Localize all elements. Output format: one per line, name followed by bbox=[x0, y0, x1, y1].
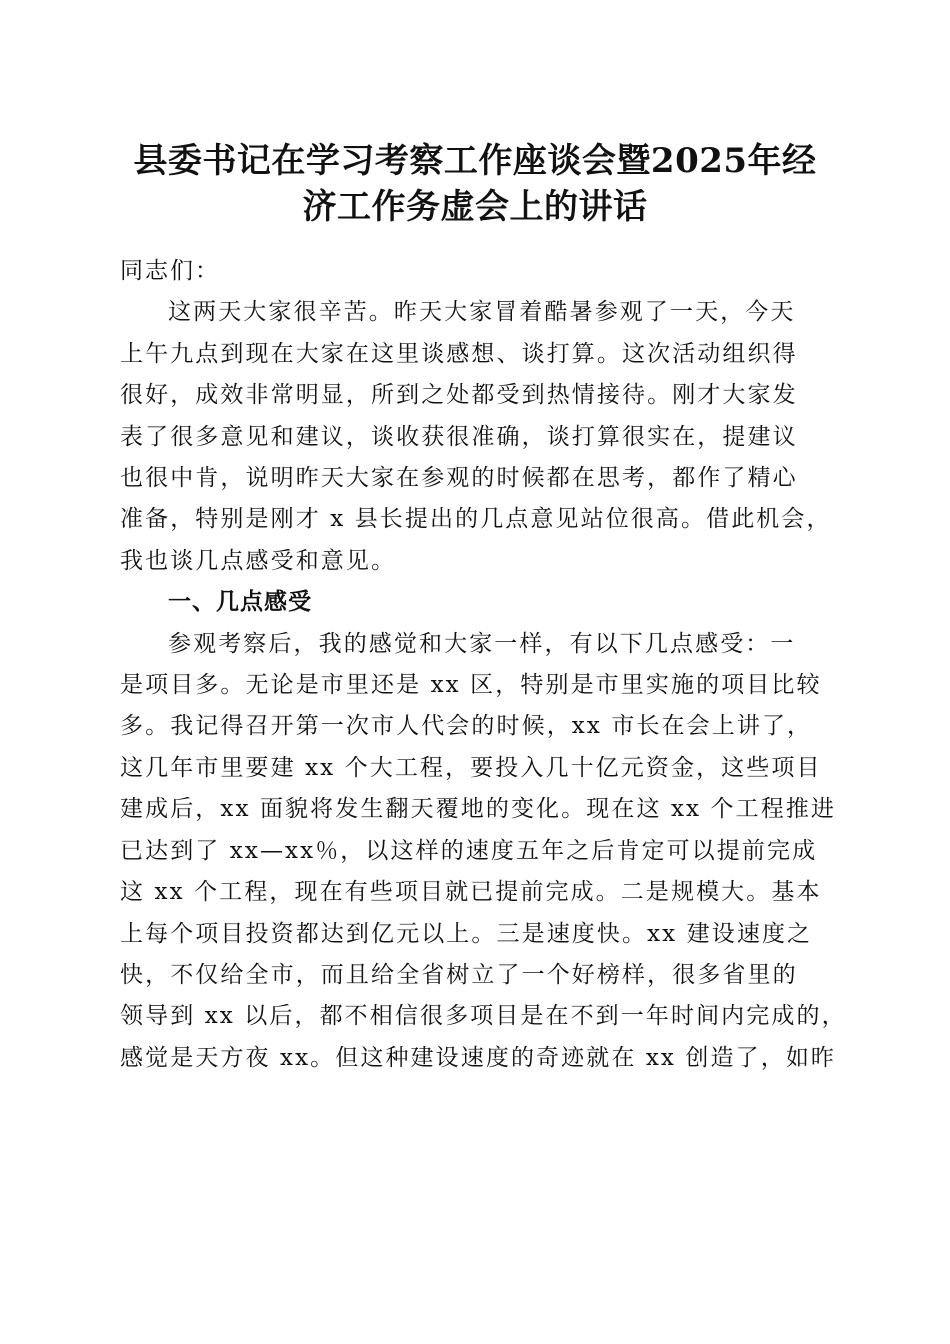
text-line: 这 xx 个工程，现在有些项目就已提前完成。二是规模大。基本 bbox=[120, 879, 822, 906]
document-body bbox=[120, 251, 847, 1079]
text-line: 很好，成效非常明显，所到之处都受到热情接待。刚才大家发 bbox=[120, 382, 798, 409]
salutation: 同志们： bbox=[120, 258, 220, 284]
text-line: 表了很多意见和建议，谈收获很准确，谈打算很实在，提建议 bbox=[120, 423, 798, 450]
text-line: 上午九点到现在大家在这里谈感想、谈打算。这次活动组织得 bbox=[120, 340, 798, 367]
text-line: 已达到了 xx—xx％，以这样的速度五年之后肯定可以提前完成 bbox=[120, 837, 818, 864]
text-line: 这两天大家很辛苦。昨天大家冒着酷暑参观了一天，今天 bbox=[168, 299, 796, 326]
title-line-2: 济工作务虚会上的讲话 bbox=[302, 187, 648, 227]
text-line: 建成后，xx 面貌将发生翻天覆地的变化。现在这 xx 个工程推进 bbox=[120, 796, 837, 823]
text-line: 是项目多。无论是市里还是 xx 区，特别是市里实施的项目比较 bbox=[120, 672, 822, 699]
text-line: 我也谈几点感受和意见。 bbox=[120, 547, 397, 574]
text-line: 也很中肯，说明昨天大家在参观的时候都在思考，都作了精心 bbox=[120, 465, 798, 492]
text-line: 参观考察后，我的感觉和大家一样，有以下几点感受：一 bbox=[168, 630, 796, 657]
text-line: 领导到 xx 以后，都不相信很多项目是在不到一年时间内完成的， bbox=[120, 1003, 847, 1030]
text-line: 准备，特别是刚才 x 县长提出的几点意见站位很高。借此机会， bbox=[120, 506, 832, 533]
text-line: 感觉是天方夜 xx。但这种建设速度的奇迹就在 xx 创造了，如昨 bbox=[120, 1044, 837, 1071]
title-line-1: 县委书记在学习考察工作座谈会暨2025年经 bbox=[133, 141, 817, 181]
text-line: 快，不仅给全市，而且给全省树立了一个好榜样，很多省里的 bbox=[120, 961, 798, 988]
text-line: 上每个项目投资都达到亿元以上。三是速度快。xx 建设速度之 bbox=[120, 920, 813, 947]
intro-paragraph bbox=[120, 292, 832, 582]
text-line: 这几年市里要建 xx 个大工程，要投入几十亿元资金，这些项目 bbox=[120, 754, 822, 781]
section-heading: 一、几点感受 bbox=[168, 589, 312, 616]
text-line: 多。我记得召开第一次市人代会的时候，xx 市长在会上讲了， bbox=[120, 713, 813, 740]
section1-paragraph bbox=[120, 624, 847, 1079]
document-title bbox=[60, 138, 890, 230]
